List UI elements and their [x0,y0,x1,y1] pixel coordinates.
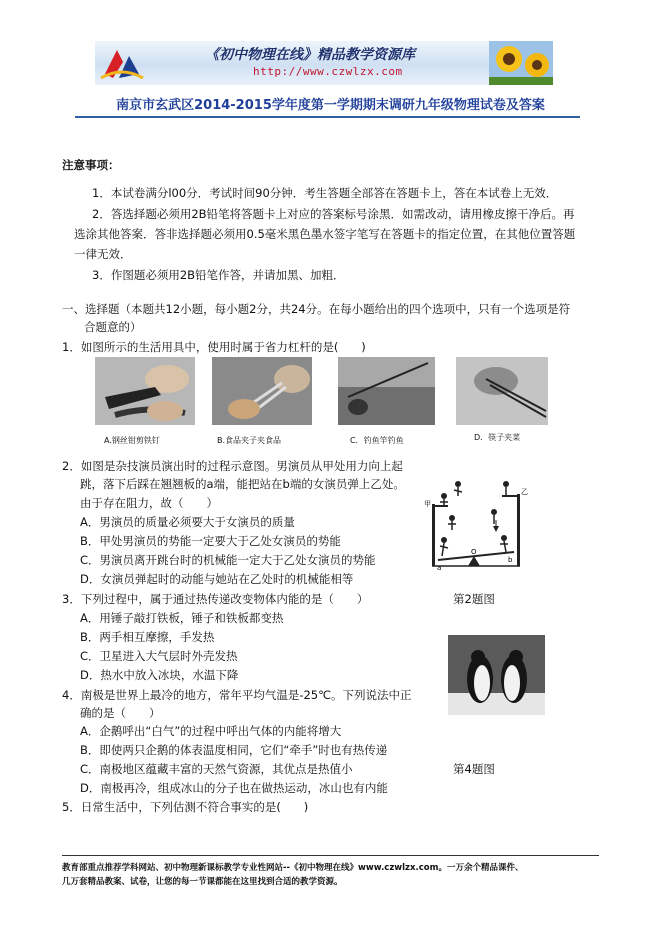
banner-title: 《初中物理在线》精品教学资源库 [205,47,415,63]
question-4-stem: 4．南极是世界上最冷的地方，常年平均气温是-25℃。下列说法中正 [62,688,412,702]
notice-line: 选涂其他答案．答非选择题必须用0.5毫米黑色墨水签字笔写在答题卡的指定位置，在其他位置答题 [74,227,576,241]
question-4-option: A．企鹅呼出“白气”的过程中呼出气体的内能将增大 [80,724,342,738]
question-4-option: B．即使两只企鹅的体表温度相同，它们“牵手”时也有热传递 [80,743,388,757]
question-3-option: B．两手相互摩擦，手发热 [80,630,215,644]
question-4-option: D．南极再冷，组成冰山的分子也在做热运动，冰山也有内能 [80,781,388,795]
header-banner [95,41,553,85]
question-2-stem: 跳，落下后踩在翘翘板的a端，能把站在b端的女演员弹上乙处。 [80,477,405,491]
footer-line: 几万套精品教案、试卷，让您的每一节课都能在这里找到合适的教学资源。 [62,877,343,887]
notice-line: 1．本试卷满分l00分．考试时间90分钟．考生答题全部答在答题卡上，答在本试卷上无效． [92,186,558,200]
question-3-stem: 3．下列过程中，属于通过热传递改变物体内能的是（ ） [62,592,369,606]
fishing-rod-icon [338,357,435,425]
label-yi: 乙 [521,488,528,496]
tongs-icon [212,357,312,425]
section-heading: 一、选择题（本题共12小题，每小题2分，共24分。在每小题给出的四个选项中，只有一个选项是符 [62,302,571,316]
penguin-icon [448,635,545,715]
question-3-option: C．卫星进入大气层时外壳发热 [80,649,238,663]
question-4-stem: 确的是（ ） [80,706,161,720]
chopsticks-photo [456,357,548,425]
photo-caption: A.钢丝钳剪铁钉 [104,436,160,445]
chopsticks-icon [456,357,548,425]
sunflower-icon [489,41,553,85]
question-2-stem: 由于存在阻力，故（ ） [80,496,218,510]
title-divider [75,116,580,118]
question-4-option: C．南极地区蕴藏丰富的天然气资源，其优点是热值小 [80,762,353,776]
notice-line: 3．作图题必须用2B铅笔作答，并请加黑、加粗． [92,268,345,282]
photo-caption: D．筷子夹菜 [474,433,521,442]
food-tongs-photo [212,357,312,425]
footer-line: 教育部重点推荐学科网站、初中物理新课标教学专业性网站--《初中物理在线》www.czwlzx.com。一万余个精品课件、 [62,863,524,873]
question-3-option: D．热水中放入冰块，水温下降 [80,668,239,682]
label-b: b [508,556,513,564]
fishing-photo [338,357,435,425]
notice-heading: 注意事项： [62,158,120,172]
question-1-stem: 1．如图所示的生活用具中，使用时属于省力杠杆的是( ) [62,340,366,354]
question-2-stem: 2．如图是杂技演员演出时的过程示意图。男演员从甲处用力向上起 [62,459,403,473]
question-2-option: C．男演员离开跳台时的机械能一定大于乙处女演员的势能 [80,553,376,567]
question-3-option: A．用锤子敲打铁板，锤子和铁板都变热 [80,611,284,625]
question-2-option: A．男演员的质量必须要大于女演员的质量 [80,515,295,529]
question-2-option: B．甲处男演员的势能一定要大于乙处女演员的势能 [80,534,341,548]
penguin-photo [448,635,545,715]
photo-caption: C．钓鱼竿钓鱼 [350,436,404,445]
notice-line: 2．答选择题必须用2B铅笔将答题卡上对应的答案标号涂黑．如需改动，请用橡皮擦干净后。再 [92,207,575,221]
pliers-photo [95,357,195,425]
acrobat-diagram [424,466,528,574]
label-o: O [471,548,477,556]
notice-line: 一律无效． [74,247,132,261]
photo-caption: B.食品夹子夹食品 [217,436,282,445]
question-2-option: D．女演员弹起时的动能与她站在乙处时的机械能相等 [80,572,354,586]
label-jia: 甲 [424,500,431,508]
figure-2-label: 第2题图 [453,592,495,606]
pliers-icon [95,357,195,425]
figure-4-label: 第4题图 [453,762,495,776]
site-logo-icon [99,44,145,82]
section-heading-cont: 合题意的） [84,320,142,334]
document-title: 南京市玄武区2014-2015学年度第一学期期末调研九年级物理试卷及答案 [116,98,545,113]
label-a: a [437,564,442,572]
question-5-stem: 5．日常生活中，下列估测不符合事实的是( ) [62,800,309,814]
banner-url[interactable]: http://www.czwlzx.com [253,65,403,78]
footer-divider [62,855,599,856]
